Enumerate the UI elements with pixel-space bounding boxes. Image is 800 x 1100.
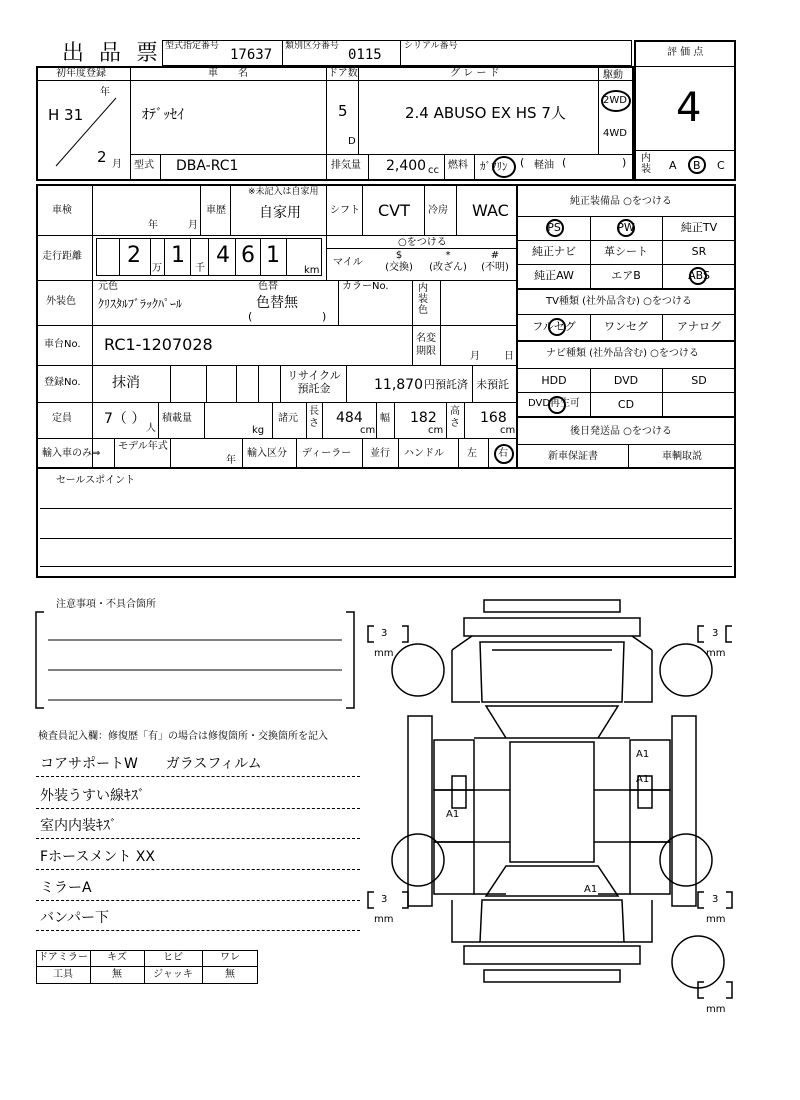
equip-sr: SR: [691, 245, 707, 258]
name-change-month: 月: [470, 351, 480, 362]
reg-no-value: 抹消: [112, 375, 140, 391]
inspector-line-1: コアサポートW ガラスフィルム: [40, 756, 262, 772]
drive-2wd: 2WD: [603, 95, 627, 106]
exterior-repaint-value: 色替無: [256, 295, 298, 311]
fuel-light-oil: 軽油: [534, 160, 554, 171]
damage-mark-4: A1: [584, 884, 598, 895]
door-table-h3: ヒビ: [163, 952, 183, 963]
capacity-unit: 人: [146, 423, 156, 434]
drive-2wd-circle: [601, 90, 631, 112]
drive-label: 駆動: [603, 70, 623, 81]
tread-front-left: 3: [381, 628, 388, 639]
exterior-orig-label: 元色: [98, 281, 118, 292]
tread-rear-right: 3: [712, 894, 719, 905]
door-table-c2: 無: [112, 969, 122, 980]
equip-pw-circle: [617, 219, 635, 237]
recycle-label: リサイクル預託金: [287, 369, 341, 395]
equip-aw: 純正AW: [534, 269, 574, 282]
equip-airbag: エアB: [611, 269, 641, 282]
model-type-value: DBA-RC1: [176, 158, 239, 174]
capacity-label: 定員: [52, 413, 72, 424]
displacement-unit: cc: [428, 165, 439, 176]
equip-navi: 純正ナビ: [532, 245, 576, 258]
model-code-value: 17637: [230, 47, 273, 63]
navi-cd: CD: [617, 398, 635, 411]
interior-grade-b-circle: [688, 156, 706, 174]
tread-front-right: 3: [712, 628, 719, 639]
load-unit: kg: [252, 425, 265, 436]
tread-front-right-unit: mm: [706, 648, 726, 659]
mileage-digit-5: 4: [216, 243, 230, 268]
door-table-h1: ドアミラー: [38, 952, 88, 963]
load-label: 積載量: [162, 413, 192, 424]
length-label: 長さ: [309, 406, 319, 429]
inspector-line-6: バンパー下: [40, 910, 110, 926]
inspector-line-2: 外装うすい線ｷｽﾞ: [40, 788, 145, 804]
equipment-label: 純正装備品 ○をつける: [570, 196, 672, 207]
name-change-label: 名変期限: [416, 333, 436, 357]
doors-label: ドア数: [328, 68, 358, 79]
ac-label: 冷房: [428, 205, 448, 216]
tread-front-left-unit: mm: [374, 648, 394, 659]
reg-no-label: 登録No.: [44, 377, 81, 388]
navi-dvd-playback-circle: [548, 396, 566, 414]
tv-oneseg: ワンセグ: [604, 320, 648, 333]
inspection-label: 車検: [52, 205, 72, 216]
mileage-unit-tampered: * (改ざん): [429, 250, 467, 273]
equip-tv: 純正TV: [680, 221, 718, 234]
later-label: 後日発送品 ○をつける: [570, 426, 672, 437]
notes-brackets: [30, 608, 360, 718]
registration-month: 2: [97, 148, 107, 166]
tread-spare-unit: mm: [706, 1004, 726, 1015]
width-label: 幅: [380, 413, 390, 424]
displacement-value: 2,400: [386, 158, 427, 174]
class-code-value: 0115: [348, 47, 382, 63]
tv-fullseg: フルセグ: [532, 320, 576, 333]
chassis-value: RC1-1207028: [104, 335, 213, 354]
mileage-sen: 千: [195, 263, 205, 274]
class-code-label: 類別区分番号: [285, 41, 340, 51]
equip-pw: PW: [617, 221, 635, 234]
tread-rear-left: 3: [381, 894, 388, 905]
recycle-unit: 円預託済: [424, 378, 468, 391]
handle-right: 右: [498, 448, 508, 459]
chassis-label: 車台No.: [44, 339, 81, 350]
registration-era: H 31: [48, 106, 84, 124]
handle-label: ハンドル: [404, 448, 444, 459]
score-label: 評 価 点: [667, 47, 704, 58]
navi-sd: SD: [691, 374, 707, 387]
displacement-label: 排気量: [331, 160, 361, 171]
history-note: ※未記入は自家用: [248, 187, 319, 197]
import-dealer: ディーラー: [302, 448, 352, 459]
navi-dvd-playback: DVD再生可: [527, 398, 581, 409]
mileage-digit-7: 1: [266, 243, 280, 268]
car-name-label: 車 名: [208, 68, 248, 79]
inspector-line-4: Fホースメント XX: [40, 849, 155, 865]
fuel-gasoline-circle: [492, 156, 516, 178]
mileage-label: 走行距離: [42, 251, 82, 262]
length-unit: cm: [360, 425, 376, 436]
shift-label: シフト: [330, 205, 360, 216]
inspection-year-unit: 年: [148, 220, 158, 231]
shift-value: CVT: [378, 201, 410, 220]
handle-right-circle: [494, 444, 514, 464]
car-damage-diagram: [360, 590, 740, 1030]
length-value: 484: [336, 410, 363, 426]
registration-month-unit: 月: [112, 159, 122, 170]
drive-4wd: 4WD: [603, 128, 627, 139]
later-manual: 車輌取説: [662, 451, 702, 462]
width-unit: cm: [428, 425, 444, 436]
recycle-unpaid: 未預託: [476, 378, 509, 391]
notes-label: 注意事項・不具合箇所: [56, 599, 156, 610]
model-year-label: モデル年式: [118, 441, 168, 452]
equip-abs-circle: [689, 267, 707, 285]
damage-mark-3: A1: [446, 809, 460, 820]
height-label: 高さ: [450, 406, 460, 429]
height-unit: cm: [500, 425, 516, 436]
name-change-day: 日: [504, 351, 514, 362]
height-value: 168: [480, 410, 507, 426]
history-value: 自家用: [259, 205, 301, 221]
equip-leather: 革シート: [604, 245, 648, 258]
inspector-label: 検査員記入欄：修復歴「有」の場合は修復箇所・交換箇所を記入: [38, 731, 328, 742]
registration-year-unit: 年: [100, 87, 110, 98]
color-no-label: カラーNo.: [342, 281, 389, 292]
page-title: 出 品 票: [62, 41, 162, 66]
interior-grade-c: C: [717, 159, 725, 172]
equip-ps-circle: [546, 219, 564, 237]
registration-label: 初年度登録: [56, 68, 106, 79]
model-type-label: 型式: [134, 160, 154, 171]
tread-rear-left-unit: mm: [374, 914, 394, 925]
mileage-digit-3: 1: [171, 243, 185, 268]
import-parallel: 並行: [370, 448, 390, 459]
model-code-label: 型式指定番号: [165, 41, 220, 51]
later-warranty: 新車保証書: [548, 451, 598, 462]
doors-value: 5: [338, 102, 348, 120]
serial-label: シリアル番号: [404, 41, 458, 51]
mileage-unit-exchange: $ (交換): [385, 250, 413, 273]
inspector-line-3: 室内内装ｷｽﾞ: [40, 818, 117, 834]
mileage-unit-mile: マイル: [333, 257, 363, 268]
fuel-label: 燃料: [448, 160, 468, 171]
tv-analog: アナログ: [677, 320, 721, 333]
grade-label: グ レ ー ド: [450, 68, 500, 79]
navi-dvd: DVD: [613, 374, 639, 387]
exterior-orig-value: ｸﾘｽﾀﾙﾌﾞﾗｯｸﾊﾟｰﾙ: [98, 297, 183, 311]
model-year-unit: 年: [226, 455, 236, 466]
navi-label: ナビ種類 (社外品含む) ○をつける: [546, 348, 699, 359]
interior-grade-a: A: [669, 159, 677, 172]
mileage-digit-6: 6: [241, 243, 255, 268]
doors-suffix: D: [348, 136, 356, 147]
door-table-h4: ワレ: [220, 952, 240, 963]
inspection-month-unit: 月: [188, 220, 198, 231]
door-table-c3: ジャッキ: [153, 969, 193, 980]
navi-hdd: HDD: [541, 374, 567, 387]
spec-label: 諸元: [278, 413, 298, 424]
equip-abs: ABS: [688, 269, 710, 282]
equip-ps: PS: [547, 221, 561, 234]
door-table-h2: キズ: [107, 952, 127, 963]
import-label: 輸入車のみ⇒: [42, 448, 101, 459]
mileage-km: km: [304, 265, 320, 276]
mileage-circle-label: ○をつける: [398, 237, 447, 248]
interior-grade-label: 内装: [641, 153, 651, 175]
tv-fullseg-circle: [548, 318, 566, 336]
handle-left: 左: [467, 448, 477, 459]
tread-rear-right-unit: mm: [706, 914, 726, 925]
width-value: 182: [410, 410, 437, 426]
ac-value: WAC: [472, 201, 509, 220]
exterior-label: 外装色: [46, 296, 76, 307]
inspector-line-5: ミラーA: [40, 880, 92, 896]
recycle-value: 11,870: [374, 377, 423, 393]
exterior-repaint-label: 色替: [258, 281, 278, 292]
sales-point-label: セールスポイント: [56, 475, 136, 486]
history-label: 車歴: [206, 205, 226, 216]
car-name-value: ｵﾃﾞｯｾｲ: [142, 107, 184, 123]
tv-label: TV種類 (社外品含む) ○をつける: [546, 296, 692, 307]
interior-color-label: 内装色: [418, 283, 428, 316]
grade-value: 2.4 ABUSO EX HS 7人: [405, 104, 566, 122]
door-table-c1: 工具: [53, 969, 73, 980]
mileage-digit-2: 2: [127, 243, 141, 268]
capacity-value: 7（ ）: [104, 411, 146, 427]
damage-mark-2: A1: [636, 774, 650, 785]
mileage-man: 万: [152, 263, 162, 274]
damage-mark-1: A1: [636, 749, 650, 760]
interior-grade-b: B: [693, 159, 701, 172]
door-table-c4: 無: [225, 969, 235, 980]
mileage-unit-unknown: # (不明): [481, 250, 509, 273]
score-value: 4: [676, 85, 702, 131]
import-class-label: 輸入区分: [247, 448, 287, 459]
fuel-value: ｶﾞｿﾘﾝ: [480, 160, 508, 173]
